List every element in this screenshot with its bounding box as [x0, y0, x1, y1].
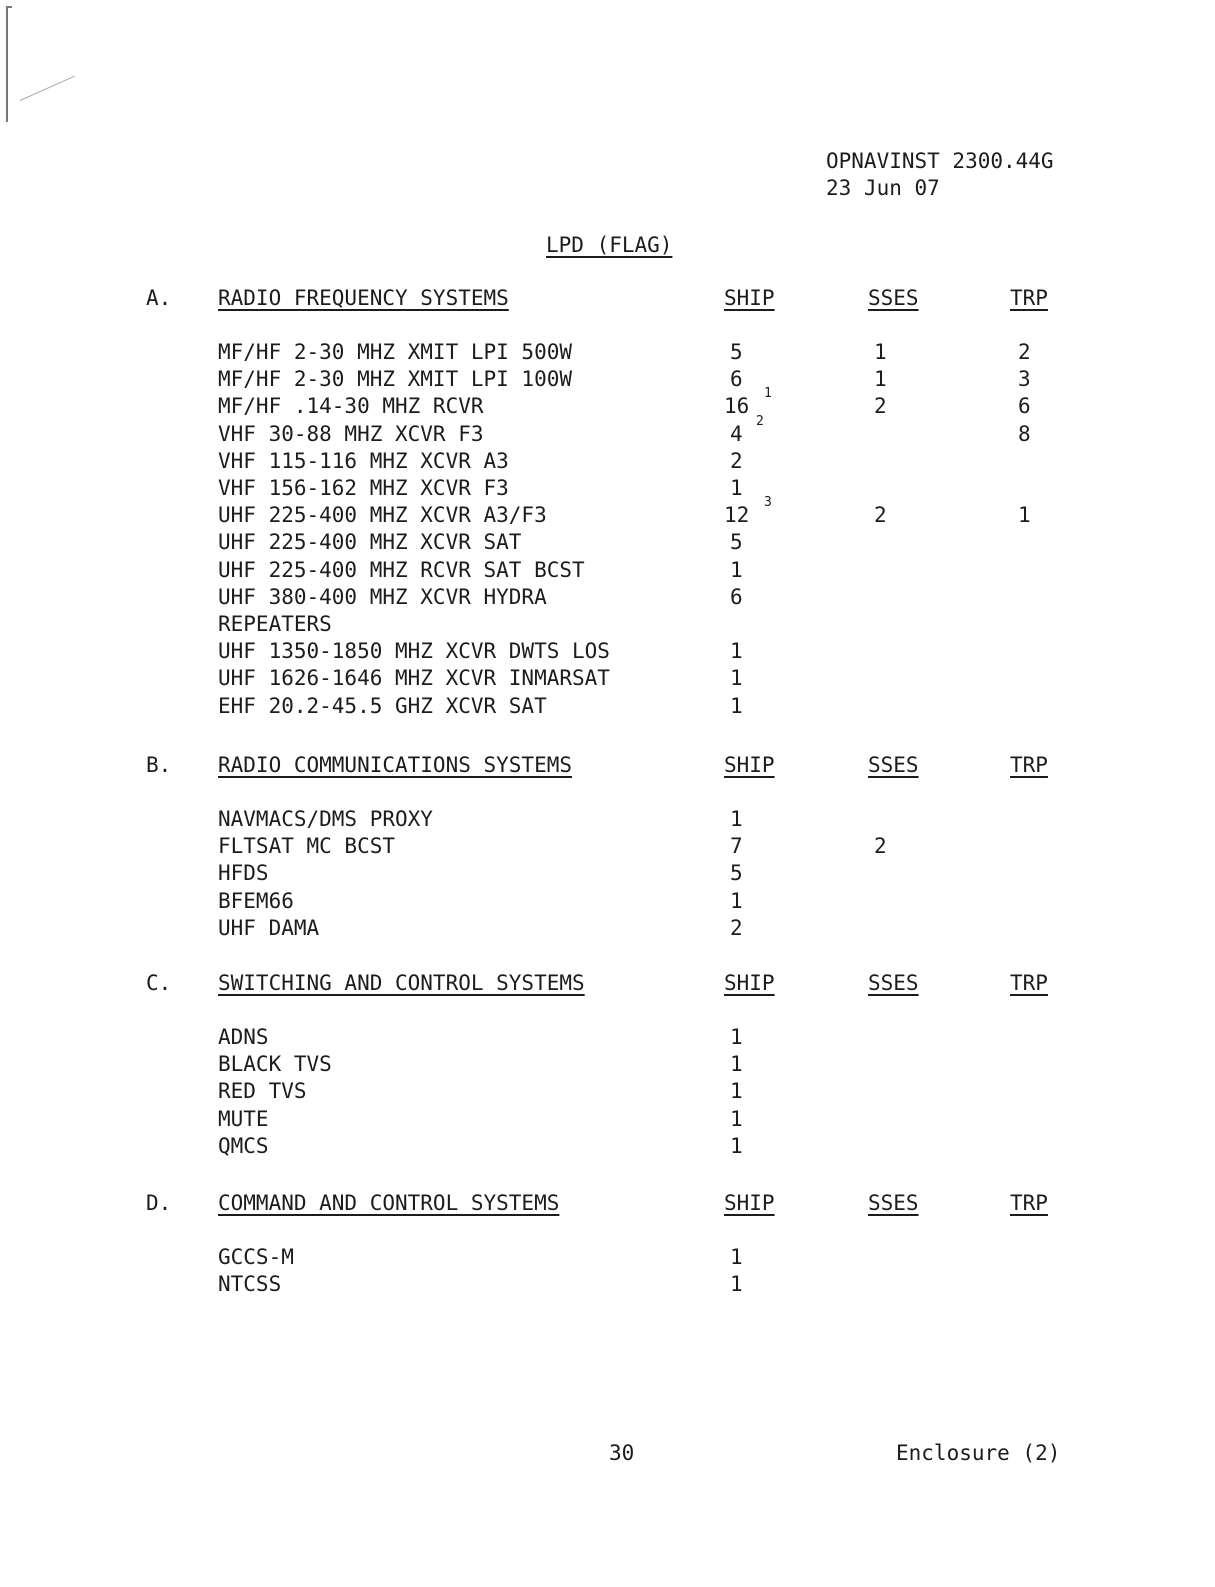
row-ship-count: 1	[730, 1272, 743, 1296]
row-name: GCCS-M	[218, 1245, 294, 1269]
section-title: COMMAND AND CONTROL SYSTEMS	[218, 1191, 560, 1215]
row-ship-count: 1	[730, 476, 743, 500]
row-name: RED TVS	[218, 1079, 307, 1103]
row-ship-count: 6	[730, 367, 743, 391]
row-ship-count: 5	[730, 861, 743, 885]
row-ship-count: 1	[730, 889, 743, 913]
row-trp-count: 8	[1018, 422, 1031, 446]
row-sses-count: 2	[874, 394, 887, 418]
column-header: SSES	[868, 286, 919, 310]
row-name: NTCSS	[218, 1272, 282, 1296]
document-id: OPNAVINST 2300.44G	[826, 149, 1054, 173]
row-name: VHF 156-162 MHZ XCVR F3	[218, 476, 509, 500]
row-name: BFEM66	[218, 889, 294, 913]
row-ship-count: 1	[730, 639, 743, 663]
row-sses-count: 2	[874, 834, 887, 858]
row-ship-count: 1	[730, 1052, 743, 1076]
row-name: VHF 115-116 MHZ XCVR A3	[218, 449, 509, 473]
section-letter: C.	[146, 971, 172, 995]
row-ship-count: 1	[730, 558, 743, 582]
row-name: EHF 20.2-45.5 GHZ XCVR SAT	[218, 694, 547, 718]
column-header: TRP	[1010, 1191, 1048, 1215]
row-ship-count: 1	[730, 807, 743, 831]
row-ship-count: 5	[730, 340, 743, 364]
row-ship-count: 2	[730, 916, 743, 940]
column-header: SHIP	[724, 753, 775, 777]
row-name: MF/HF 2-30 MHZ XMIT LPI 500W	[218, 340, 573, 364]
page-number: 30	[609, 1441, 635, 1465]
row-trp-count: 1	[1018, 503, 1031, 527]
footnote-marker: 1	[764, 386, 772, 401]
row-sses-count: 1	[874, 340, 887, 364]
enclosure-label: Enclosure (2)	[896, 1441, 1061, 1465]
row-trp-count: 6	[1018, 394, 1031, 418]
row-name: BLACK TVS	[218, 1052, 332, 1076]
row-ship-count: 1	[730, 1107, 743, 1131]
row-ship-count: 6	[730, 585, 743, 609]
row-ship-count: 1	[730, 694, 743, 718]
row-name: UHF DAMA	[218, 916, 320, 940]
row-name: UHF 1350-1850 MHZ XCVR DWTS LOS	[218, 639, 610, 663]
row-ship-count: 1	[730, 1134, 743, 1158]
row-ship-count: 1	[730, 1025, 743, 1049]
page-title: LPD (FLAG)	[546, 233, 673, 257]
section-letter: A.	[146, 286, 172, 310]
column-header: SHIP	[724, 286, 775, 310]
row-name: HFDS	[218, 861, 269, 885]
row-name: MUTE	[218, 1107, 269, 1131]
column-header: TRP	[1010, 753, 1048, 777]
footnote-marker: 2	[756, 414, 764, 429]
section-title: RADIO COMMUNICATIONS SYSTEMS	[218, 753, 573, 777]
row-name: MF/HF 2-30 MHZ XMIT LPI 100W	[218, 367, 573, 391]
row-sses-count: 2	[874, 503, 887, 527]
column-header: TRP	[1010, 971, 1048, 995]
row-name: VHF 30-88 MHZ XCVR F3	[218, 422, 484, 446]
row-ship-count: 2	[730, 449, 743, 473]
row-name: ADNS	[218, 1025, 269, 1049]
row-sses-count: 1	[874, 367, 887, 391]
row-name: NAVMACS/DMS PROXY	[218, 807, 433, 831]
row-name: UHF 1626-1646 MHZ XCVR INMARSAT	[218, 666, 610, 690]
column-header: SSES	[868, 1191, 919, 1215]
row-name: FLTSAT MC BCST	[218, 834, 396, 858]
row-ship-count: 4	[730, 422, 743, 446]
section-letter: B.	[146, 753, 172, 777]
row-name: UHF 225-400 MHZ RCVR SAT BCST	[218, 558, 585, 582]
row-name: UHF 225-400 MHZ XCVR SAT	[218, 530, 522, 554]
section-letter: D.	[146, 1191, 172, 1215]
row-ship-count: 1	[730, 1245, 743, 1269]
column-header: SHIP	[724, 1191, 775, 1215]
row-name: MF/HF .14-30 MHZ RCVR	[218, 394, 484, 418]
row-ship-count: 16	[724, 394, 750, 418]
row-trp-count: 2	[1018, 340, 1031, 364]
row-ship-count: 1	[730, 1079, 743, 1103]
scan-bracket-mark	[6, 6, 8, 122]
scan-bracket-mark-top	[6, 6, 12, 8]
column-header: SSES	[868, 753, 919, 777]
row-trp-count: 3	[1018, 367, 1031, 391]
section-title: SWITCHING AND CONTROL SYSTEMS	[218, 971, 585, 995]
section-title: RADIO FREQUENCY SYSTEMS	[218, 286, 509, 310]
document-date: 23 Jun 07	[826, 176, 940, 200]
row-name: UHF 225-400 MHZ XCVR A3/F3	[218, 503, 547, 527]
column-header: SSES	[868, 971, 919, 995]
row-name: QMCS	[218, 1134, 269, 1158]
row-ship-count: 5	[730, 530, 743, 554]
scan-stroke-mark	[20, 76, 75, 101]
row-ship-count: 7	[730, 834, 743, 858]
column-header: TRP	[1010, 286, 1048, 310]
row-name: UHF 380-400 MHZ XCVR HYDRA	[218, 585, 547, 609]
footnote-marker: 3	[764, 495, 772, 510]
row-ship-count: 1	[730, 666, 743, 690]
column-header: SHIP	[724, 971, 775, 995]
row-ship-count: 12	[724, 503, 750, 527]
row-name: REPEATERS	[218, 612, 332, 636]
